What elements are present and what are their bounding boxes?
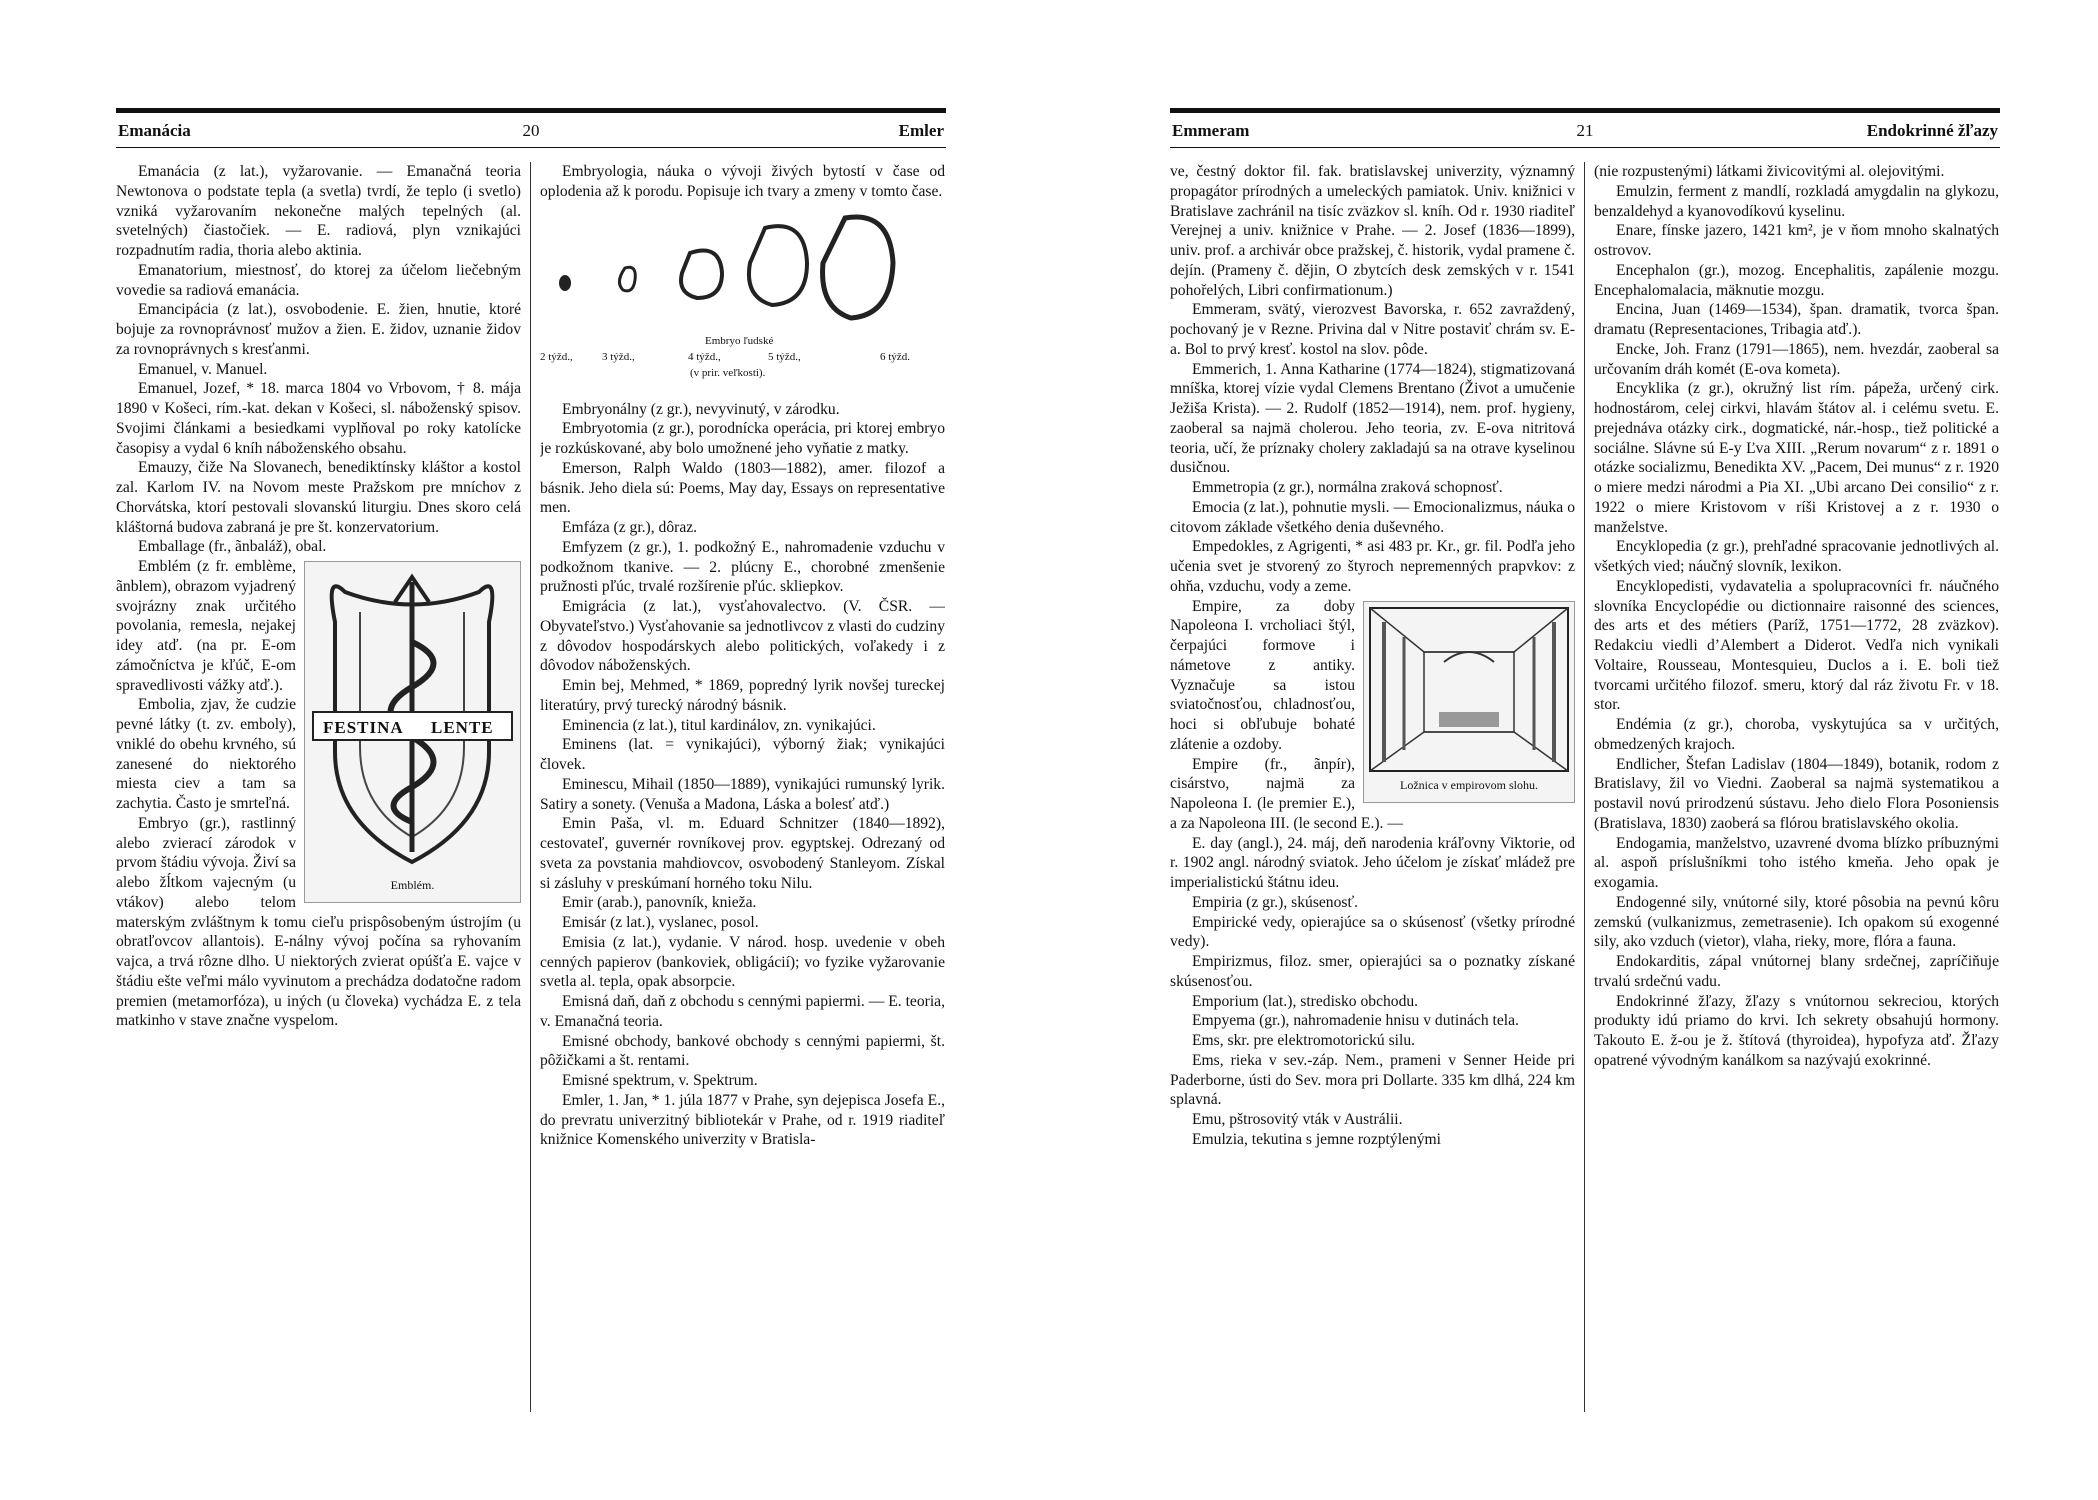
entry: Embryo (gr.), rastlinný alebo zvierací zárodok v prvom štádiu vývoja. Živí sa alebo žĺtkom vajecným (u vtákov) alebo telom materským zvláštnym k tomu cieľu prispôsobeným ústrojím (u obratľovcov allantois). E-nálny vývoj počína sa ryhovaním vajca, a trvá rôzne dlho. U niektorých zvierat opúšťa E. vajce v štádiu ešte veľmi málo vyvinutom a prechádza dodatočne radom premien (metamorfóza), u iných (u človeka) vychádza E. z tela matkinho v stave značne vyspelom. — [116, 814, 521, 1030]
entry: Emisná daň, daň z obchodu s cennými papiermi. — E. teoria, v. Emanačná teoria. — [540, 993, 945, 1030]
embryo-stage: 6 týžd. — [880, 350, 910, 363]
entry: Emfáza (z gr.), dôraz. — [562, 519, 698, 536]
entry: Empyema (gr.), nahromadenie hnisu v dutinách tela. — [1192, 1012, 1519, 1030]
entry: Emancipácia (z lat.), osvobodenie. E. žien, hnutie, ktoré bojuje za rovnoprávnosť mužov a žien. E. židov, uznanie židov za rovnoprávnych s kresťanmi. — [116, 301, 521, 358]
left-page — [116, 108, 946, 1412]
right-page-header — [1170, 108, 2000, 148]
entry: Encyklika (z gr.), okružný list rím. pápeža, určený cirk. hodnostárom, celej cirkvi, hlavám štátov al. i celému svetu. E. prejednáva otázky cirk., dogmatické, nár.-hosp., tiež politické a sociálne. Slávne sú E-y Ľva XIII. „Rerum novarum“ z r. 1891 o otázke socializmu, Benedikta XV. „Pacem, Dei munus“ z r. 1920 o miere medzi národmi a Pia XI. „Ubi arcano Dei consilio“ z r. 1922 o miere Kristovom v ríši Kristovej a z r. 1930 o manželstve. — [1594, 380, 1999, 536]
entry: Emulzin, ferment z mandlí, rozkladá amygdalin na glykozu, benzaldehyd a kyanovodíkovú kyselinu. — [1594, 182, 1999, 220]
embryo-figure — [540, 208, 945, 388]
entry: Emulzia, tekutina s jemne rozptýlenými — [1192, 1130, 1441, 1148]
embryo-stage: 4 týžd., — [688, 350, 721, 363]
entry: Endémia (z gr.), choroba, vyskytujúca sa v určitých, obmedzených krajoch. — [1594, 716, 1999, 753]
entry: Empirizmus, filoz. smer, opierajúci sa o poznatky získané skúsenosťou. — [1170, 953, 1575, 990]
emblem-figure — [304, 561, 521, 903]
entry: Emblém (z fr. emblème, ãnblem), obrazom vyjadrený svojrázny znak určitého povolania, remesla, nejakej idey atď. (na pr. E-om zámočníctva je kľúč, E-om spravedlivosti vážky atď.). — [116, 558, 296, 694]
embryo-title: Embryo ľudské — [705, 334, 774, 347]
entry: Emanatorium, miestnosť, do ktorej za účelom liečebným vovedie sa radiová emanácia. — [116, 261, 521, 299]
entry: Emin bej, Mehmed, * 1869, popredný lyrik novšej tureckej literatúry, prvý turecký národný básnik. — [540, 677, 945, 714]
entry: Embryotomia (z gr.), porodnícka operácia, pri ktorej embryo je rozkúskované, aby bolo umožnené jeho vyňatie z matky. — [540, 420, 945, 457]
embryo-note: (v prir. veľkosti). — [690, 366, 766, 379]
column-right-2 — [1594, 162, 1999, 1412]
entry: Ems, rieka v sev.-záp. Nem., prameni v Senner Heide pri Paderborne, ústi do Sev. mora pri Dollarte. 335 km dlhá, 224 km splavná. — [1170, 1051, 1575, 1109]
entry-continuation: ve, čestný doktor fil. fak. bratislavskej univerzity, významný propagátor prírodných a umeleckých pamiatok. Univ. knižnici v Bratislave zachránil na tisíc zväzkov sl. kníh. Od r. 1930 riaditeľ Verejnej a univ. knižnice v Prahe. — 2. Josef (1836—1899), univ. prof. a archivár obce pražskej, č. historik, vydal pramene č. dejín. (Prameny č. dějin, O zbytcích desk zemských v r. 1541 pohořelých, Libri confirmationum.) — [1170, 163, 1575, 299]
entry: Emporium (lat.), stredisko obchodu. — [1192, 992, 1419, 1010]
entry: Emisné obchody, bankové obchody s cennými papiermi, št. pôžičkami a št. rentami. — [540, 1032, 945, 1070]
entry: Embolia, zjav, že cudzie pevné látky (t. zv. emboly), vniklé do obehu krvného, sú zanesené do niektorého miesta ciev a tam sa zachytia. Často je smrteľná. — [116, 696, 296, 812]
entry: Endlicher, Štefan Ladislav (1804—1849), botanik, rodom z Bratislavy, žil vo Viedni. Zaoberal sa najmä systematikou a postavil novú prirodzenú sústavu. Jeho dielo Flora Posoniensis (Bratislava, 1830) zaoberá sa flórou bratislavského okolia. — [1594, 755, 1999, 832]
entry: Emocia (z lat.), pohnutie mysli. — Emocionalizmus, náuka o citovom základe všetkého denia duševného. — [1170, 498, 1575, 536]
figure-caption: Emblém. — [390, 878, 435, 893]
entry: Empiria (z gr.), skúsenosť. — [1192, 893, 1359, 911]
entry: Eminens (lat. = vynikajúci), výborný žiak; vynikajúci človek. — [540, 736, 945, 773]
entry: Embryologia, náuka o vývoji živých bytostí v čase od oplodenia až k porodu. Popisuje ich tvary a zmeny v tomto čase. — [540, 163, 945, 200]
empire-bedroom-illustration — [1364, 602, 1574, 777]
left-page-header — [116, 108, 946, 148]
emblem-motto-left: FESTINA — [323, 718, 404, 737]
entry: Emisia (z lat.), vydanie. V národ. hosp. uvedenie v obeh cenných papierov (bankoviek, obligácií); vo fyzike vyžarovanie svetla al. tepla, opak absorpcie. — [540, 933, 945, 991]
emblem-illustration — [305, 562, 520, 872]
entry: Empirické vedy, opierajúce sa o skúsenosť (všetky prírodné vedy). — [1170, 913, 1575, 951]
right-page — [1170, 108, 2000, 1412]
column-rule — [1584, 162, 1585, 1412]
column-left-2 — [540, 162, 945, 1412]
entry: Emballage (fr., ãnbaláž), obal. — [138, 538, 327, 556]
entry: Endokrinné žľazy, žľazy s vnútornou sekreciou, ktorých produkty idú priamo do krvi. Ich sekrety obsahujú hormony. Takouto E. ž-ou je ž. štítová (thyroidea), hypofyza atď. Žľazy opatrené vývodným kanálkom sa nazývajú exokrinné. — [1594, 992, 1999, 1069]
entry: Encke, Joh. Franz (1791—1865), nem. hvezdár, zaoberal sa určovaním dráh komét (E-ova kometa). — [1594, 340, 1999, 378]
entry: Encyklopedia (z gr.), prehľadné spracovanie jednotlivých al. všetkých vied; náučný slovník, lexikon. — [1594, 538, 1999, 575]
entry: Emauzy, čiže Na Slovanech, benediktínsky kláštor a kostol zal. Karlom IV. na Novom meste Pražskom pre mníchov z Chorvátska, ktorí pestovali slovanskú liturgiu. Dnes skoro celá kláštorná budova zabraná je pre št. konzervatorium. — [116, 459, 521, 536]
figure-caption: Ložnica v empirovom slohu. — [1400, 777, 1538, 792]
entry: Endogenné sily, vnútorné sily, ktoré pôsobia na pevnú kôru zemskú (vulkanizmus, zemetrasenie). Ich opakom sú exogenné sily, ako vzduch (vietor), vlaha, rieky, more, flóra a fauna. — [1594, 893, 1999, 951]
page-number: 21 — [1576, 121, 1594, 140]
entry: Encyklopedisti, vydavatelia a spolupracovníci fr. náučného slovníka Encyclopédie ou dictionnaire raisonné des sciences, des arts et des métiers (Paríž, 1751—1772, 28 zväzkov). Redakciu viedli d’Alembert a Diderot. Vedľa nich vynikali Voltaire, Rousseau, Montesquieu, Duclos a i. E. boli tiež tvorcami určitého filozof. smeru, ktorý dal ráz životu Fr. v 18. stor. — [1594, 577, 1999, 714]
entry: Endokarditis, zápal vnútornej blany srdečnej, zapríčiňuje trvalú srdečnú vadu. — [1594, 953, 1999, 990]
entry: Emanácia (z lat.), vyžarovanie. — Emanačná teoria Newtonova o podstate tepla (a svetla) tvrdí, že teplo (i svetlo) vzniká vyžarovaním nekonečne malých tepelných (al. svetelných) čiastočiek. — E. radiová, plyn vznikajúci rozpadnutím radia, thoria alebo aktinia. — [116, 163, 521, 259]
entry: Emerson, Ralph Waldo (1803—1882), amer. filozof a básnik. Jeho diela sú: Poems, May day, Essays on representative men. — [540, 459, 945, 517]
running-head-right: Emler — [898, 121, 944, 140]
entry-continuation: (nie rozpustenými) látkami živicovitými al. olejovitými. — [1594, 163, 1945, 180]
entry: Emin Paša, vl. m. Eduard Schnitzer (1840—1892), cestovateľ, guvernér rovníkovej prov. egyptskej. Odrezaný od sveta za povstania mahdiovcov, osvobodený Stanleyom. Získal si zásluhy v preskúmaní horného toku Nilu. — [540, 815, 945, 892]
entry: Emmerich, 1. Anna Katharine (1774—1824), stigmatizovaná mníška, ktorej vízie vydal Clemens Brentano (Život a umučenie Ježiša Krista). — 2. Rudolf (1852—1914), nem. prof. hygieny, zaoberal sa najmä cholerou. Jeho teoria, zv. E-ova nitritová teoria, učí, že príznaky cholery zakladajú sa na otrave kyselinou dusičnou. — [1170, 360, 1575, 477]
entry: Emanuel, Jozef, * 18. marca 1804 vo Vrbovom, † 8. mája 1890 v Košeci, rím.-kat. dekan v Košeci, sl. náboženský spisov. Svojimi článkami a besiedkami vyplňoval po roky katolícke časopisy a vydal 6 kníh náboženského obsahu. — [116, 380, 521, 457]
entry: Ems, skr. pre elektromotorickú silu. — [1192, 1032, 1416, 1049]
column-left-1 — [116, 162, 521, 1412]
entry: Emanuel, v. Manuel. — [138, 360, 268, 378]
entry: Empedokles, z Agrigenti, * asi 483 pr. Kr., gr. fil. Podľa jeho učenia svet je stvorený zo štyroch nepremenných prapvkov: z ohňa, vzduchu, vody a zeme. — [1170, 538, 1575, 595]
entry: Emisné spektrum, v. Spektrum. — [562, 1072, 758, 1089]
entry: Endogamia, manželstvo, uzavrené dvoma blízko príbuznými al. aspoň príslušníkmi toho istého kmeňa. Jeho opak je exogamia. — [1594, 834, 1999, 891]
emblem-motto-right: LENTE — [431, 718, 494, 737]
entry: Encina, Juan (1469—1534), špan. dramatik, tvorca špan. dramatu (Representaciones, Tribagia atď.). — [1594, 301, 1999, 338]
entry: Emmetropia (z gr.), normálna zraková schopnosť. — [1192, 479, 1503, 496]
entry: Encephalon (gr.), mozog. Encephalitis, zapálenie mozgu. Encephalomalacia, mäknutie mozgu. — [1594, 261, 1999, 299]
running-head-left: Emmeram — [1172, 121, 1250, 140]
embryo-stage: 2 týžd., — [540, 350, 573, 363]
running-head-right: Endokrinné žľazy — [1866, 121, 1998, 140]
entry: Embryonálny (z gr.), nevyvinutý, v zárodku. — [562, 400, 840, 418]
entry: Emler, 1. Jan, * 1. júla 1877 v Prahe, syn dejepisca Josefa E., do prevratu univerzitný bibliotekár v Prahe, od r. 1919 riaditeľ knižnice Komenského univerzity v Bratisla- — [540, 1091, 945, 1149]
embryo-stage: 3 týžd., — [602, 350, 635, 363]
page-number: 20 — [522, 121, 540, 140]
entry: Emmeram, svätý, vierozvest Bavorska, r. 652 zavraždený, pochovaný je v Rezne. Privina dal v Nitre postaviť chrám sv. E-a. Bol to prvý kresť. kostol na slov. pôde. — [1170, 301, 1575, 358]
entry: Empire (fr., ãnpír), cisárstvo, najmä za Napoleona I. (le premier E.), a za Napoleona III. (le second E.). — — [1170, 755, 1403, 832]
column-rule — [530, 162, 531, 1412]
entry: Eminencia (z lat.), titul kardinálov, zn. vynikajúci. — [562, 716, 876, 734]
entry: Enare, fínske jazero, 1421 km², je v ňom mnoho skalnatých ostrovov. — [1594, 222, 1999, 259]
entry: Emisár (z lat.), vyslanec, posol. — [562, 914, 759, 931]
entry: E. day (angl.), 24. máj, deň narodenia kráľovny Viktorie, od r. 1902 angl. národný sviatok. Jeho účelom je získať mládež pre imperialistickú štátnu ideu. — [1170, 834, 1575, 891]
entry: Emu, pštrosovitý vták v Austrálii. — [1192, 1111, 1403, 1128]
entry: Emigrácia (z lat.), vysťahovalectvo. (V. ČSR. — Obyvateľstvo.) Vysťahovanie sa jednotlivcov z vlasti do cudziny z dôvodov hospodárskych alebo politických, voľakedy i z dôvodov náboženských. — [540, 598, 945, 675]
entry: Eminescu, Mihail (1850—1889), vynikajúci rumunský lyrik. Satiry a sonety. (Venuša a Madona, Láska a bolesť atď.) — [540, 775, 945, 813]
empire-bedroom-figure — [1363, 601, 1575, 803]
column-right-1 — [1170, 162, 1575, 1412]
running-head-left: Emanácia — [118, 121, 191, 140]
entry: Emfyzem (z gr.), 1. podkožný E., nahromadenie vzduchu v podkožnom tkanive. — 2. plúcny E., chorobné zmenšenie pružnosti pľúc, trvalé rozšírenie pľúc. skliepkov. — [540, 538, 945, 596]
embryo-stage: 5 týžd., — [768, 350, 801, 363]
entry: Empire, za doby Napoleona I. vrcholiaci štýl, čerpajúci formove i námetove z antiky. Vyznačuje sa istou sviatočnosťou, chladnosťou, hoci si obľubuje bohaté zlátenie a ozdoby. — [1170, 597, 1355, 753]
entry: Emir (arab.), panovník, knieža. — [562, 894, 757, 912]
